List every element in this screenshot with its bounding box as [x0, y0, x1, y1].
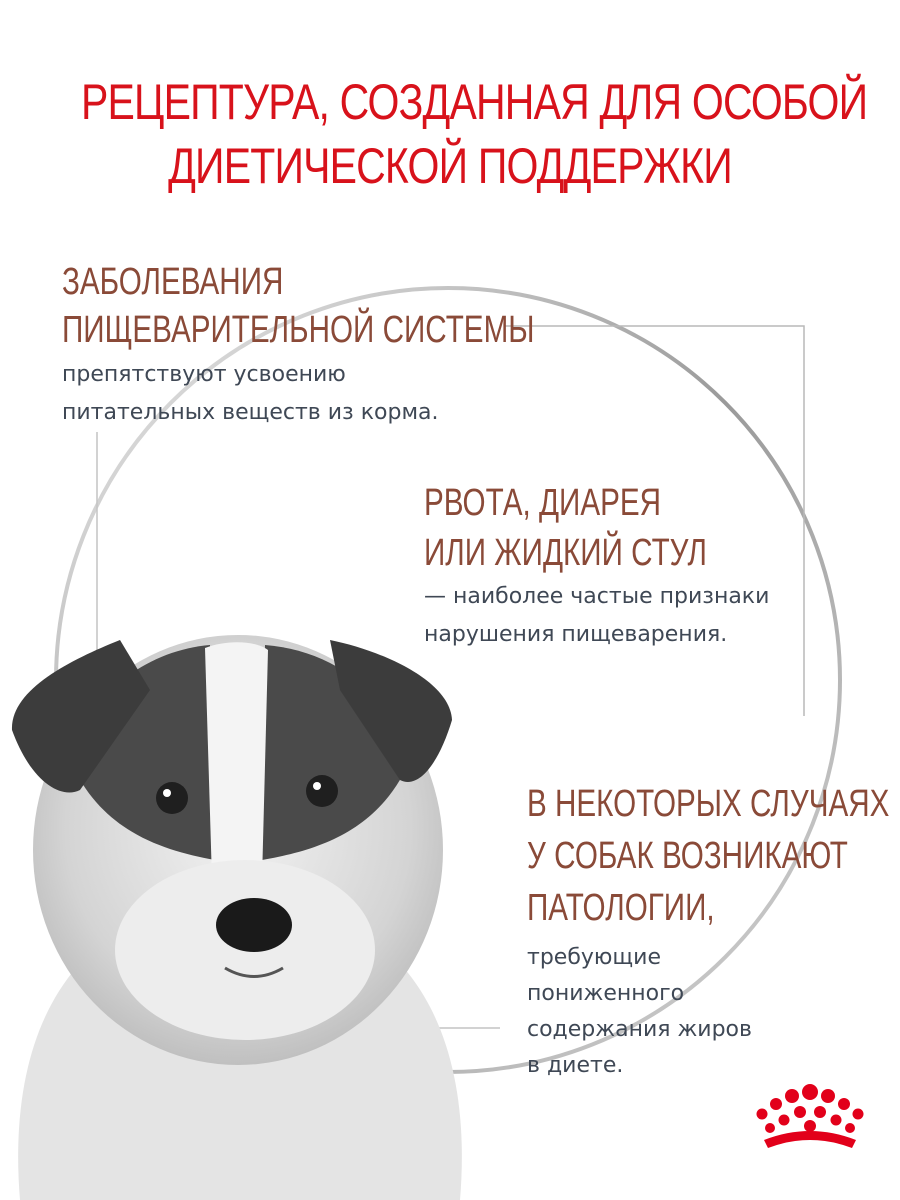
heading-line: ЗАБОЛЕВАНИЯ — [62, 261, 284, 303]
body-line: — наиболее частые признаки — [424, 584, 770, 609]
royal-canin-crown-icon — [748, 1080, 872, 1160]
body-line: содержания жиров — [527, 1017, 752, 1042]
heading-line: РВОТА, ДИАРЕЯ — [424, 482, 662, 524]
body-line: в диете. — [527, 1053, 624, 1078]
heading-line: ПАТОЛОГИИ, — [527, 887, 715, 929]
block-heading — [424, 478, 707, 578]
heading-line: В НЕКОТОРЫХ СЛУЧАЯХ — [527, 783, 890, 825]
heading-line: ПИЩЕВАРИТЕЛЬНОЙ СИСТЕМЫ — [62, 309, 535, 351]
block-body — [62, 356, 668, 432]
block-body — [527, 940, 900, 1084]
body-line: нарушения пищеварения. — [424, 622, 728, 647]
block-body — [424, 578, 787, 654]
block-heading — [62, 258, 535, 354]
title-line-2: ДИЕТИЧЕСКОЙ ПОДДЕРЖКИ — [168, 138, 732, 194]
block-heading — [527, 778, 889, 934]
heading-line: У СОБАК ВОЗНИКАЮТ — [527, 835, 848, 877]
page-title — [81, 70, 868, 198]
body-line: препятствуют усвоению — [62, 362, 346, 387]
body-line: питательных веществ из корма. — [62, 400, 439, 425]
info-block-pathologies — [527, 778, 900, 1084]
heading-line: ИЛИ ЖИДКИЙ СТУЛ — [424, 532, 707, 574]
body-line: пониженного — [527, 981, 685, 1006]
info-block-symptoms — [424, 478, 787, 654]
info-block-digestive-diseases — [62, 258, 668, 432]
title-line-1: РЕЦЕПТУРА, СОЗДАННАЯ ДЛЯ ОСОБОЙ — [81, 74, 868, 130]
body-line: требующие — [527, 945, 661, 970]
